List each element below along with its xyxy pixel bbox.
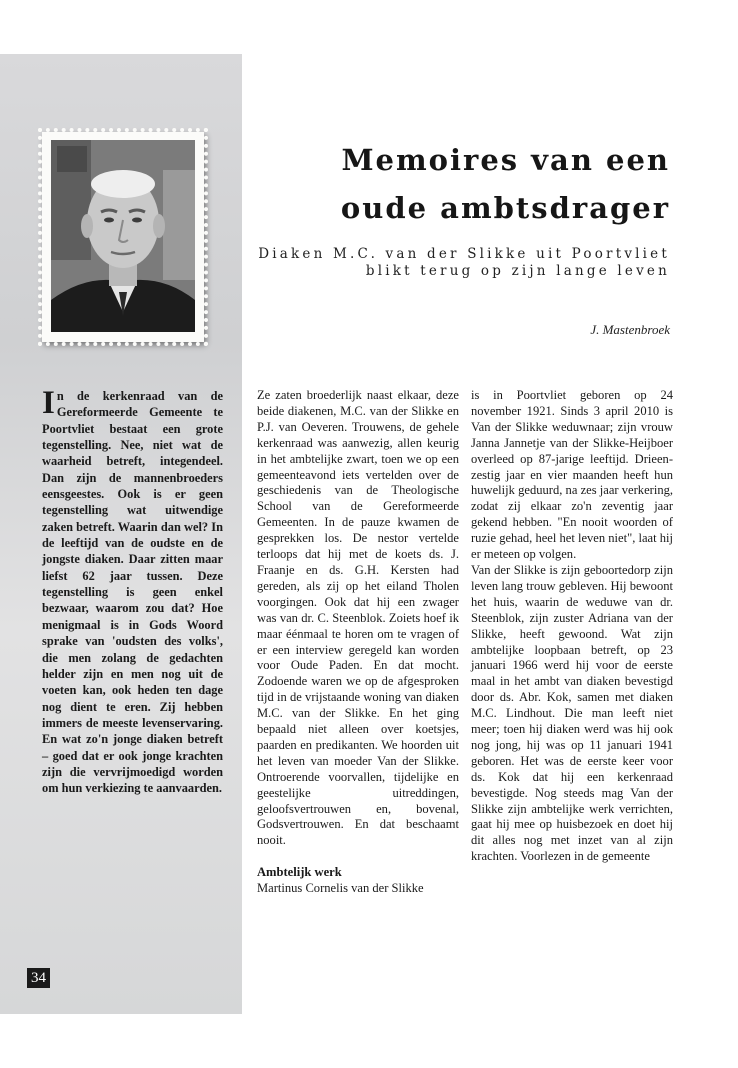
portrait-photo — [51, 140, 195, 332]
intro-paragraph — [42, 385, 223, 797]
title-line-1: Memoires van een — [341, 143, 670, 177]
column1-closing: Martinus Cornelis van der Slikke — [257, 881, 424, 896]
title-line-2: oude ambtsdrager — [340, 191, 670, 225]
column2-paragraph-1: is in Poortvliet geboren op 24 november 1921. Sinds 3 april 2010 is Van der Slikke weduwnaar; zijn vrouw Janna Jannetje van der Slikke-Heijboer overleed op 87-jarige leeftijd. Drieen-zestig jaar en vier maanden heeft hun huwelijk geduurd, na zes jaar verkering, zodat zij elkaar zo'n zeventig jaar gekend hebben. "En nooit woorden of ruzie gehad, heel het leven niet", laat hij er meteen op volgen. — [471, 388, 673, 562]
section-heading: Ambtelijk werk — [257, 865, 342, 880]
drop-cap: I — [42, 385, 55, 421]
author-byline: J. Mastenbroek — [590, 322, 670, 337]
subtitle-line-2: blikt terug op zijn lange leven — [365, 263, 670, 279]
portrait-illustration — [51, 140, 195, 332]
portrait-photo-frame — [42, 132, 204, 342]
article-title — [341, 136, 670, 232]
body-column-2 — [471, 388, 673, 865]
subtitle-line-1: Diaken M.C. van der Slikke uit Poortvliet — [258, 246, 670, 262]
body-column-1 — [257, 388, 459, 897]
intro-text: n de kerkenraad van de Gereformeerde Gemeente te Poortvliet bestaat een grote tegenstelling. Nee, niet wat de waarheid betreft, integendeel. Dan zijn de mannenbroeders eensgeestes. Ook is er geen tegenstelling wat uitwendige zaken betreft. Waarin dan wel? In de leeftijd van de oudste en de jongste diaken. Daar zitten maar liefst 62 jaar tussen. Deze tegenstelling is geen enkel bezwaar, waarom zou dat? Hoe menigmaal is in Gods Woord sprake van 'oudsten des volks', die men zolang de gedachten helder zijn en men nog uit de voeten kan, ook heden ten dage nog dient te eren. Zij hebben immers de meeste levenservaring. En wat zo'n jonge diaken betreft – goed dat er ook jonge krachten zijn die vervrijmoedigd worden om hun verkiezing te aanvaarden. — [42, 389, 223, 796]
article-subtitle — [258, 246, 670, 280]
column1-paragraph: Ze zaten broederlijk naast elkaar, deze beide diakenen, M.C. van der Slikke en P.J. van Oeveren. Trouwens, de gehele kerkenraad was aanwezig, allen keurig in het ambtelijke zwart, toen we op een gemeenteavond iets vertelden over de geschiedenis van de Theologische School van de Gereformeerde Gemeenten. In de pauze kwamen de gesprekken los. De nestor vertelde terloops dat hij met de koets ds. J. Fraanje en ds. G.H. Kersten had gereden, als zij op het eiland Tholen voorgingen. Ook dat hij een zwager was van dr. C. Steenblok. Zoiets hoef ik maar éénmaal te horen om te vragen of er een interview geregeld kan worden voor Oude Paden. En dat mocht. Zodoende waren we op de afgesproken tijd in de vrijstaande woning van diaken M.C. van der Slikke. En het ging bepaald niet alleen over koetsjes, paarden en predikanten. We hoorden uit het leven van moeder Van der Slikke. Ontroerende voorvallen, tijdelijke en geestelijke uitreddingen, geloofsvertrouwen en, bovenal, Godsvertrouwen. En dat beschaamt nooit. — [257, 388, 459, 848]
page-number: 34 — [27, 968, 50, 988]
column2-paragraph-2: Van der Slikke is zijn geboortedorp zijn leven lang trouw gebleven. Hij bewoont het huis, waarin de weduwe van dr. Steenblok, zijn zuster Adriana van der Slikke, heeft gewoond. Wat zijn ambtelijke loopbaan betreft, op 23 januari 1966 werd hij voor de eerste maal in het ambt van diaken bevestigd door ds. Abr. Kok, samen met diaken M.C. Lindhout. Die man leeft niet meer; toen hij diaken werd was hij ook nog jong, hij was op 11 januari 1941 geboren. Het was de eerste keer voor ds. Kok dat hij een kerkenraad bevestigde. Nog steeds mag Van der Slikke zijn ambtelijke werk verrichten, gaat hij mee op huisbezoek en doet hij dit alles nog met inzet van al zijn krachten. Voorlezen in de gemeente — [471, 562, 673, 864]
